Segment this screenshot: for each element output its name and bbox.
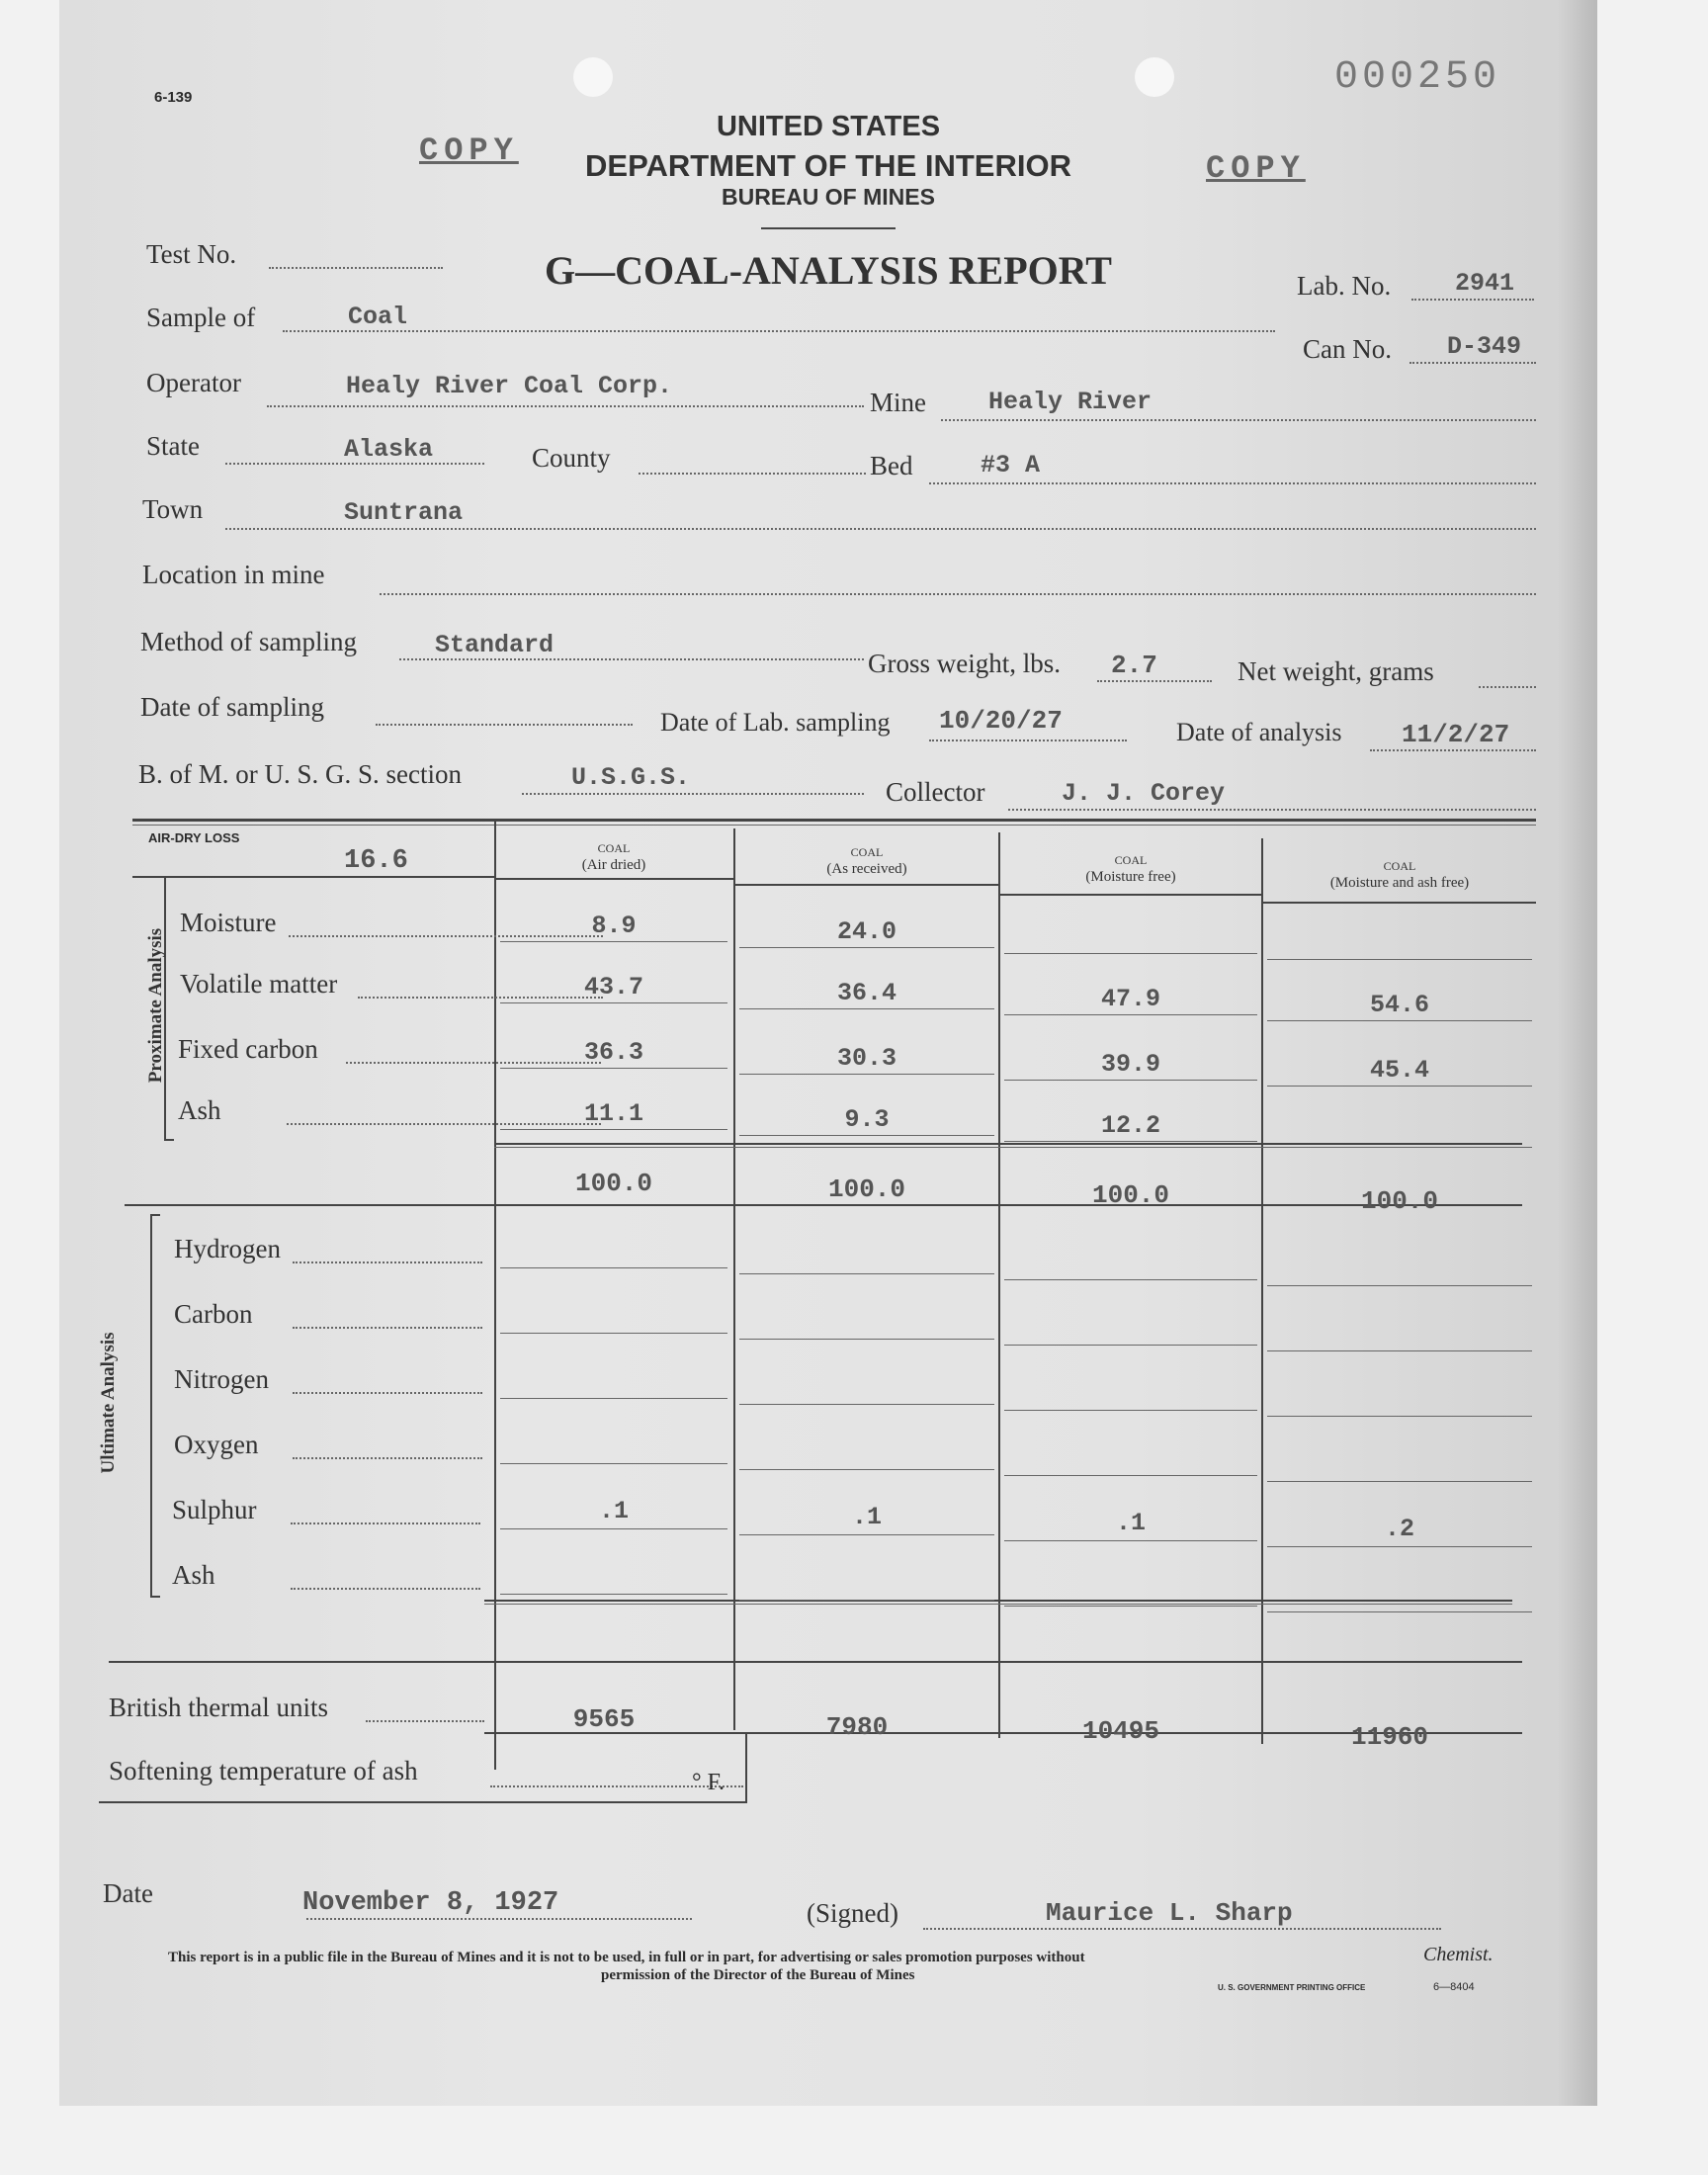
row-label-proximate: Moisture xyxy=(180,908,277,937)
lab-no-value: 2941 xyxy=(1455,269,1515,298)
column-header-moisture-ash-free: COAL (Moisture and ash free) xyxy=(1329,859,1470,891)
cell-value: 9.3 xyxy=(844,1105,890,1134)
proximate-analysis-label: Proximate Analysis xyxy=(145,927,166,1084)
printing-office: U. S. GOVERNMENT PRINTING OFFICE xyxy=(1218,1983,1366,1992)
column-header-air-dried: COAL (Air dried) xyxy=(581,841,646,873)
cell-value: 47.9 xyxy=(1100,985,1160,1013)
date-lab-value: 10/20/27 xyxy=(939,706,1063,736)
operator-value: Healy River Coal Corp. xyxy=(346,372,673,400)
air-dry-loss-label: AIR-DRY LOSS xyxy=(148,830,240,845)
col-rule xyxy=(998,832,1000,1738)
test-no-label: Test No. xyxy=(146,239,237,269)
town-value: Suntrana xyxy=(344,498,464,527)
row-label-proximate: Fixed carbon xyxy=(178,1034,318,1064)
col-rule xyxy=(494,821,496,1770)
copy-mark-left: COPY xyxy=(419,132,519,169)
method-label: Method of sampling xyxy=(140,627,357,656)
footer-date-label: Date xyxy=(103,1878,153,1908)
btu-value: 9565 xyxy=(572,1704,636,1734)
btu-value: 10495 xyxy=(1081,1716,1159,1746)
date-lab-label: Date of Lab. sampling xyxy=(660,708,891,737)
gross-weight-label: Gross weight, lbs. xyxy=(868,649,1061,678)
notice-line1: This report is in a public file in the Bureau of Mines and it is not to be used, in full or in part, for advertising or sales promotion purposes without xyxy=(168,1950,1085,1965)
location-label: Location in mine xyxy=(142,560,325,589)
total-value: 100.0 xyxy=(1091,1180,1169,1210)
cell-value: 30.3 xyxy=(836,1044,897,1073)
footer-date-value: November 8, 1927 xyxy=(302,1888,559,1918)
row-label-ultimate: Nitrogen xyxy=(174,1364,269,1394)
cell-value: 45.4 xyxy=(1369,1056,1429,1085)
state-label: State xyxy=(146,431,200,461)
signed-label: (Signed) xyxy=(807,1898,898,1928)
cell-value: 24.0 xyxy=(836,917,897,946)
row-label-proximate: Ash xyxy=(178,1095,221,1125)
ultimate-analysis-label: Ultimate Analysis xyxy=(98,1332,119,1474)
btu-value: 7980 xyxy=(825,1712,889,1742)
btu-value: 11960 xyxy=(1350,1722,1428,1752)
row-label-ultimate: Carbon xyxy=(174,1299,253,1329)
col-rule xyxy=(733,828,735,1730)
town-label: Town xyxy=(142,494,204,524)
document-sheet xyxy=(59,0,1597,2106)
column-header-moisture-free: COAL (Moisture free) xyxy=(1085,853,1176,885)
cell-value: .2 xyxy=(1384,1515,1414,1543)
date-analysis-value: 11/2/27 xyxy=(1402,720,1510,749)
row-label-proximate: Volatile matter xyxy=(180,969,338,999)
header-line2: DEPARTMENT OF THE INTERIOR xyxy=(585,148,1071,183)
chemist-label: Chemist. xyxy=(1423,1944,1494,1965)
row-label-ultimate: Hydrogen xyxy=(174,1234,281,1263)
cell-value: 8.9 xyxy=(591,912,637,940)
form-number: 6—8404 xyxy=(1433,1981,1475,1993)
gross-weight-value: 2.7 xyxy=(1111,651,1157,680)
collector-label: Collector xyxy=(886,777,985,807)
cell-value: 11.1 xyxy=(583,1099,643,1128)
section-label: B. of M. or U. S. G. S. section xyxy=(138,759,463,789)
can-no-label: Can No. xyxy=(1303,334,1392,364)
col-rule xyxy=(1261,838,1263,1744)
bed-value: #3 A xyxy=(981,451,1041,479)
mine-label: Mine xyxy=(870,388,926,417)
operator-label: Operator xyxy=(146,368,241,397)
cell-value: 36.4 xyxy=(836,979,897,1007)
total-value: 100.0 xyxy=(574,1169,652,1198)
cell-value: .1 xyxy=(598,1497,629,1525)
cell-value: 39.9 xyxy=(1100,1050,1160,1079)
btu-label: British thermal units xyxy=(109,1693,328,1722)
sample-of-value: Coal xyxy=(348,303,408,331)
method-value: Standard xyxy=(435,631,555,659)
punch-hole xyxy=(1135,57,1174,97)
cell-value: 54.6 xyxy=(1369,991,1429,1019)
cell-value: .1 xyxy=(1115,1509,1146,1537)
cell-value: .1 xyxy=(851,1503,882,1531)
document-number: 000250 xyxy=(1334,55,1501,100)
bed-label: Bed xyxy=(870,451,913,480)
air-dry-loss-value: 16.6 xyxy=(344,846,408,876)
copy-mark-right: COPY xyxy=(1206,150,1306,187)
notice-line2: permission of the Director of the Bureau of Mines xyxy=(601,1967,915,1983)
row-label-ultimate: Ash xyxy=(172,1560,215,1590)
net-weight-label: Net weight, grams xyxy=(1238,656,1434,686)
softening-label: Softening temperature of ash xyxy=(109,1756,418,1785)
punch-hole xyxy=(573,57,613,97)
sample-of-label: Sample of xyxy=(146,303,256,332)
row-label-ultimate: Oxygen xyxy=(174,1430,259,1459)
section-value: U.S.G.S. xyxy=(571,763,691,792)
cell-value: 36.3 xyxy=(583,1038,643,1067)
header-line1: UNITED STATES xyxy=(716,111,941,142)
form-code: 6-139 xyxy=(154,89,193,106)
softening-unit: ° F. xyxy=(692,1770,726,1795)
row-label-ultimate: Sulphur xyxy=(172,1495,257,1524)
total-value: 100.0 xyxy=(827,1174,905,1204)
cell-value: 12.2 xyxy=(1100,1111,1160,1140)
lab-no-label: Lab. No. xyxy=(1297,271,1392,301)
total-value: 100.0 xyxy=(1360,1186,1438,1216)
date-analysis-label: Date of analysis xyxy=(1176,718,1342,746)
county-label: County xyxy=(532,443,611,473)
column-header-as-received: COAL (As received) xyxy=(826,845,907,877)
mine-value: Healy River xyxy=(988,388,1153,416)
header-line3: BUREAU OF MINES xyxy=(722,184,935,210)
can-no-value: D-349 xyxy=(1447,332,1522,361)
collector-value: J. J. Corey xyxy=(1062,779,1226,808)
state-value: Alaska xyxy=(344,435,434,464)
signed-value: Maurice L. Sharp xyxy=(1046,1898,1293,1928)
cell-value: 43.7 xyxy=(583,973,643,1001)
date-sampling-label: Date of sampling xyxy=(140,692,324,722)
report-title: G—COAL-ANALYSIS REPORT xyxy=(545,248,1112,293)
